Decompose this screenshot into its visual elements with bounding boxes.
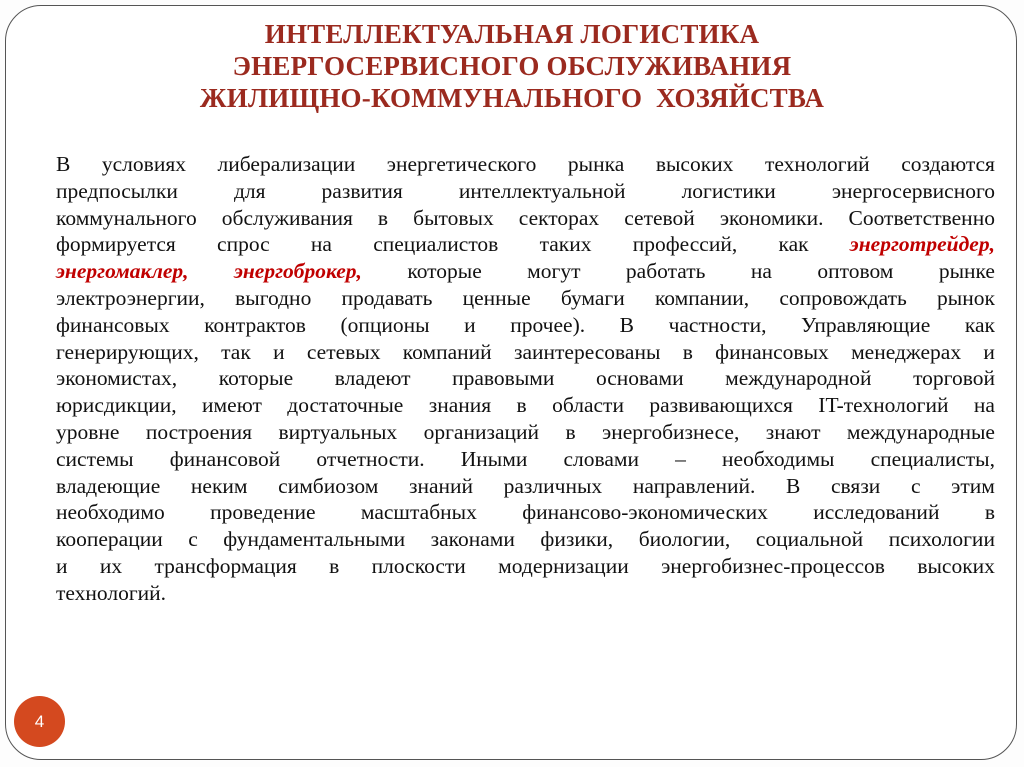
body-word: специалистов: [373, 232, 499, 257]
body-word: электроэнергии,: [56, 285, 205, 310]
body-word: профессий,: [632, 232, 738, 257]
body-word: и: [56, 553, 68, 578]
body-word: технологий: [764, 152, 870, 176]
body-word: В: [619, 312, 635, 337]
body-word: секторах: [518, 205, 600, 230]
body-word: обслуживания: [221, 205, 353, 230]
body-word: выгодно: [235, 285, 312, 310]
body-word: логистики: [681, 178, 776, 203]
body-word: заинтересованы: [513, 339, 661, 364]
body-word: экономистах,: [56, 366, 178, 391]
body-word: сетевой: [624, 205, 695, 230]
body-word: сопровождать: [779, 285, 907, 310]
body-word: таких: [539, 232, 592, 257]
body-word: высоких: [655, 152, 734, 176]
body-word: их: [99, 553, 123, 578]
body-word: с: [188, 527, 198, 552]
body-word: спрос: [217, 232, 270, 257]
title-line-2: ЭНЕРГОСЕРВИСНОГО ОБСЛУЖИВАНИЯ: [232, 51, 792, 81]
body-word: симбиозом: [278, 473, 379, 498]
body-word: модернизации: [498, 553, 629, 578]
body-word: социальной: [755, 527, 864, 552]
body-paragraph: [56, 151, 995, 607]
body-word: как: [964, 312, 995, 337]
body-line: [56, 553, 995, 580]
body-word: генерирующих,: [56, 339, 199, 364]
body-word: трансформация: [154, 553, 297, 578]
body-line: [56, 365, 995, 392]
body-word: компаний: [402, 339, 492, 364]
body-word: развивающихся: [649, 393, 793, 418]
body-word: бытовых: [413, 205, 494, 230]
body-word: этим: [951, 473, 995, 498]
body-word: в: [516, 393, 527, 418]
body-word: энергосервисного: [831, 178, 995, 203]
body-word: в: [565, 419, 576, 444]
body-word: и: [273, 339, 285, 364]
body-word: основами: [595, 366, 684, 391]
page-number: 4: [34, 711, 45, 731]
body-word: развития: [321, 178, 403, 203]
body-line: [56, 499, 995, 526]
body-word: В: [56, 152, 71, 176]
body-word: коммунального: [56, 205, 197, 230]
slide-title: [0, 18, 1024, 114]
body-word: оптовом: [817, 259, 894, 284]
body-word: работать: [625, 259, 706, 284]
body-word: финансовой: [169, 446, 281, 471]
body-word: организаций: [423, 419, 540, 444]
body-word: энергобизнесе,: [602, 419, 740, 444]
body-word: прочее).: [510, 312, 586, 337]
body-line: [56, 473, 995, 500]
body-word: в: [984, 500, 995, 525]
body-line: [56, 312, 995, 339]
body-word: проведение: [210, 500, 316, 525]
body-line: [56, 285, 995, 312]
body-word: условиях: [101, 152, 186, 176]
body-line: [56, 339, 995, 366]
body-word: с: [910, 473, 921, 498]
body-word: биологии,: [638, 527, 731, 552]
page-number-badge: [14, 696, 65, 747]
body-word: отчетности.: [316, 446, 425, 471]
body-word: словами: [563, 446, 640, 471]
body-word: финансовых: [56, 312, 170, 337]
body-line: [56, 526, 995, 553]
body-word: различных: [503, 473, 603, 498]
body-line: [56, 205, 995, 232]
body-word: (опционы: [340, 312, 430, 337]
highlighted-term: энерготрейдер,: [849, 232, 995, 257]
body-word: неким: [190, 473, 248, 498]
body-word: рынка: [567, 152, 625, 176]
body-word: Соответственно: [848, 205, 995, 230]
body-word: кооперации: [56, 527, 163, 552]
title-line-3: ЖИЛИЩНО-КОММУНАЛЬНОГО ХОЗЯЙСТВА: [199, 83, 825, 113]
body-word: частности,: [668, 312, 767, 337]
body-word: формируется: [56, 232, 176, 257]
body-word: финансово-экономических: [522, 500, 768, 525]
body-word: правовыми: [452, 366, 555, 391]
body-line: [56, 419, 995, 446]
body-word: имеют: [202, 393, 262, 418]
body-word: достаточные: [287, 393, 404, 418]
body-word: международные: [846, 419, 995, 444]
body-word: контрактов: [204, 312, 306, 337]
body-word: менеджерах: [851, 339, 962, 364]
body-word: фундаментальными: [223, 527, 406, 552]
body-word: бумаги: [560, 285, 625, 310]
body-word: торговой: [913, 366, 995, 391]
body-word: необходимо: [56, 500, 165, 525]
body-word: технологий.: [56, 580, 167, 605]
body-word: так: [221, 339, 251, 364]
body-word: для: [233, 178, 266, 203]
body-word: рынке: [938, 259, 995, 284]
body-word: либерализации: [217, 152, 356, 176]
body-word: юрисдикции,: [56, 393, 177, 418]
body-word: на: [310, 232, 332, 257]
body-word: направлений.: [632, 473, 756, 498]
body-word: знания: [428, 393, 492, 418]
body-word: международной: [725, 366, 872, 391]
body-word: создаются: [901, 152, 995, 176]
body-word: которые: [218, 366, 294, 391]
body-word: энергетического: [386, 152, 537, 176]
body-word: интеллектуальной: [458, 178, 626, 203]
body-word: В: [786, 473, 801, 498]
body-word: предпосылки: [56, 178, 178, 203]
body-word: которые: [407, 259, 482, 284]
body-word: энергобизнес-процессов: [661, 553, 885, 578]
body-word: Управляющие: [801, 312, 931, 337]
body-word: ценные: [462, 285, 531, 310]
body-word: финансовых: [715, 339, 829, 364]
body-word: продавать: [341, 285, 433, 310]
title-line-1: ИНТЕЛЛЕКТУАЛЬНАЯ ЛОГИСТИКА: [264, 19, 760, 49]
body-word: психологии: [888, 527, 995, 552]
highlighted-term: энергоброкер,: [233, 259, 362, 284]
body-line: [56, 258, 995, 285]
body-word: Иными: [460, 446, 528, 471]
body-word: владеют: [334, 366, 411, 391]
body-word: специалисты,: [870, 446, 995, 471]
body-word: плоскости: [371, 553, 466, 578]
body-word: и: [983, 339, 995, 364]
body-line: [56, 151, 995, 178]
body-word: и: [464, 312, 476, 337]
highlighted-term: энергомаклер,: [56, 259, 189, 284]
body-word: рынок: [937, 285, 995, 310]
body-word: на: [973, 393, 995, 418]
body-word: высоких: [917, 553, 995, 578]
body-word: на: [750, 259, 772, 284]
body-word: в: [377, 205, 389, 230]
body-line: [56, 231, 995, 258]
body-word: уровне: [56, 419, 120, 444]
body-word: экономики.: [719, 205, 824, 230]
body-line: [56, 392, 995, 419]
body-line: [56, 178, 995, 205]
body-word: знаний: [408, 473, 474, 498]
body-word: построения: [145, 419, 253, 444]
body-word: сетевых: [306, 339, 381, 364]
body-word: владеющие: [56, 473, 161, 498]
body-word: масштабных: [360, 500, 477, 525]
body-word: необходимы: [722, 446, 835, 471]
body-word: IT-технологий: [818, 393, 949, 418]
body-word: в: [329, 553, 340, 578]
body-word: в: [682, 339, 693, 364]
body-word: компании,: [654, 285, 750, 310]
body-line: [56, 446, 995, 473]
body-word: –: [675, 446, 686, 471]
body-word: области: [552, 393, 624, 418]
body-word: виртуальных: [278, 419, 398, 444]
body-word: исследований: [813, 500, 940, 525]
body-line: [56, 580, 995, 607]
body-word: связи: [831, 473, 881, 498]
body-word: законами: [430, 527, 515, 552]
body-word: знают: [765, 419, 821, 444]
body-word: системы: [56, 446, 134, 471]
body-word: как: [778, 232, 809, 257]
body-word: могут: [527, 259, 581, 284]
body-word: физики,: [540, 527, 614, 552]
